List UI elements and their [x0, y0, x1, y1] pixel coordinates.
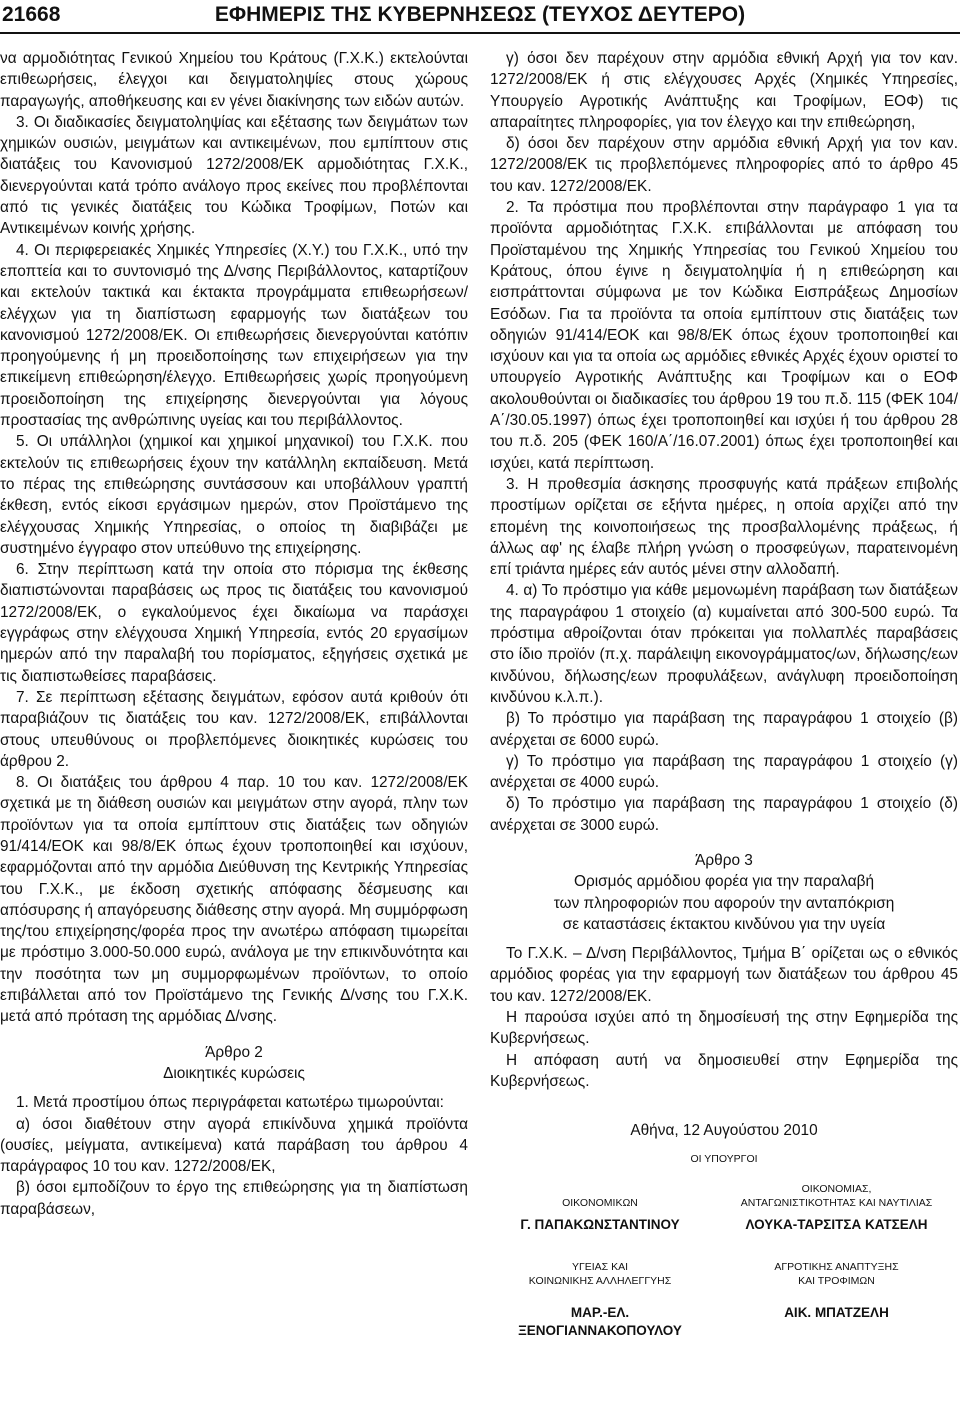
ministers-heading: ΟΙ ΥΠΟΥΡΓΟΙ: [690, 1152, 758, 1165]
paragraph: δ) Το πρόστιμο για παράβαση της παραγράφου 1 στοιχείο (δ) ανέρχεται σε 3000 ευρώ.: [490, 795, 958, 834]
signatory-title: [490, 1182, 710, 1196]
article-3-subtitle-line: Ορισμός αρμόδιου φορέα για την παραλαβή: [573, 873, 875, 891]
paragraph: 7. Σε περίπτωση εξέτασης δειγμάτων, εφόσον αυτά κριθούν ότι παραβιάζουν τις διατάξεις του καν. 1272/2008/ΕΚ, επιβάλλονται στους υπευθύνους οι προβλεπόμενες διοικητικές κυρώσεις του άρθρου 2.: [0, 688, 468, 770]
signing-date: Αθήνα, 12 Αυγούστου 2010: [630, 1122, 818, 1140]
signatory-title: ΑΝΤΑΓΩΝΙΣΤΙΚΟΤΗΤΑΣ ΚΑΙ ΝΑΥΤΙΛΙΑΣ: [740, 1196, 933, 1209]
signatory-economy: [715, 1182, 958, 1234]
paragraph: β) Το πρόστιμο για παράβαση της παραγράφου 1 στοιχείο (β) ανέρχεται σε 6000 ευρώ.: [490, 710, 958, 749]
article-3-title: Άρθρο 3: [695, 851, 753, 869]
signatory-title: ΟΙΚΟΝΟΜΙΑΣ,: [801, 1182, 872, 1195]
paragraph: 5. Οι υπάλληλοι (χημικοί και χημικοί μηχανικοί) του Γ.Χ.Κ. που εκτελούν τις επιθεωρήσεις έχουν την κατάλληλη εκπαίδευση. Μετά το πέρας της επιθεώρησης συντάσσουν και υποβάλλουν γραπτή έκθεση, εντός είκοσι εργάσιμων ημερών, στον Προϊστάμενο της ελέγχουσας Χημικής Υπηρεσίας, ο οποίος τη διαβιβάζει με συστημένο έγγραφο στον υπεύθυνο της επιχείρησης.: [0, 433, 468, 557]
article-2-subtitle: Διοικητικές κυρώσεις: [163, 1064, 305, 1082]
header-rule: [0, 32, 960, 34]
article-2-heading: [0, 1042, 468, 1085]
article-3-subtitle-line: των πληροφοριών που αφορούν την ανταπόκριση: [553, 894, 895, 912]
signatory-name: Γ. ΠΑΠΑΚΩΝΣΤΑΝΤΙΝΟΥ: [520, 1216, 680, 1232]
paragraph: 4. Οι περιφερειακές Χημικές Υπηρεσίες (Χ.Υ.) του Γ.Χ.Κ., υπό την εποπτεία και το συντονισμό της Δ/νσης Περιβάλλοντος, καταρτίζουν και εκτελούν τακτικά και έκτακτα προγράμματα επιθεωρήσεων/ελέγχων για τη διαπίστωση εφαρμογής των διατάξεων του κανονισμού 1272/2008/ΕΚ. Οι επιθεωρήσεις διενεργούνται κατόπιν προηγούμενης ή μη προειδοποίησης των επιχειρήσεων για την επικείμενη επιθεώρηση/έλεγχο. Επιθεωρήσεις χωρίς προηγούμενη προειδοποίηση της επιχείρησης διενεργούνται για λόγους προστασίας της ανθρώπινης υγείας και του περιβάλλοντος.: [0, 241, 468, 430]
signatory-title: ΥΓΕΙΑΣ ΚΑΙ: [571, 1260, 629, 1273]
paragraph: 4. α) Το πρόστιμο για κάθε μεμονωμένη παράβαση των διατάξεων της παραγράφου 1 στοιχείο (α) κυμαίνεται από 300-500 ευρώ. Τα πρόστιμα αθροίζονται όταν πρόκειται για πολλαπλές παραβάσεις στο ίδιο προϊόν (π.χ. παράλειψη εικονογράμματος/ων, δήλωσης/εων κινδύνου, δήλωσης/εων προφυλάξεων, ανάγλυφη προειδοποίηση κινδύνου κ.λ.π.).: [490, 582, 958, 706]
signatory-name: ΜΑΡ.-ΕΛ. ΞΕΝΟΓΙΑΝΝΑΚΟΠΟΥΛΟΥ: [518, 1304, 682, 1338]
right-column: [490, 48, 958, 1402]
signatory-title: ΟΙΚΟΝΟΜΙΚΩΝ: [562, 1196, 638, 1209]
signatory-title: ΚΟΙΝΩΝΙΚΗΣ ΑΛΛΗΛΕΓΓΥΗΣ: [528, 1274, 672, 1287]
paragraph: να αρμοδιότητας Γενικού Χημείου του Κράτους (Γ.Χ.Κ.) εκτελούνται επιθεωρήσεις, έλεγχοι και δειγματοληψίες στους χώρους παραγωγής, αποθήκευσης και εν γένει διακίνησης των ειδών αυτών.: [0, 50, 468, 110]
signatory-title: ΑΓΡΟΤΙΚΗΣ ΑΝΑΠΤΥΞΗΣ: [774, 1260, 899, 1273]
paragraph: 6. Στην περίπτωση κατά την οποία στο πόρισμα της έκθεσης διαπιστώνονται παραβάσεις ως προς τις διατάξεις του κανονισμού 1272/2008/ΕΚ, ο εγκαλούμενος έχει δικαίωμα να παράσχει εγγράφως στην ελέγχουσα Χημική Υπηρεσία, εντός 20 εργασίμων ημερών από την παραλαβή του πορίσματος, εξηγήσεις σχετικά με τις διαπιστωθείσες παραβάσεις.: [0, 561, 468, 685]
paragraph: 8. Οι διατάξεις του άρθρου 4 παρ. 10 του καν. 1272/2008/ΕΚ σχετικά με τη διάθεση ουσιών και μειγμάτων στην αγορά, πλην των προϊόντων για τα οποία εμπίπτουν στις διατάξεις των οδηγιών 91/414/ΕΟΚ και 98/8/ΕΚ όπως έχουν τροποποιηθεί και ισχύουν, εφαρμόζονται από την αρμόδια Διεύθυνση της Κεντρικής Υπηρεσίας του Γ.Χ.Κ., με έκδοση σχετικής απόφασης δέσμευσης και απόσυρσης ή απαγόρευσης διάθεσης στην αγορά. Μη συμμόρφωση της/του επιχείρησης/φορέα προς την ανωτέρω απόφαση τιμωρείται με πρόστιμο 3.000-50.000 ευρώ, ανάλογα με την επικινδυνότητα και την ποσότητα των μη συμμορφωμένων προϊόντων, το οποίο επιβάλλεται από τον Προϊστάμενο της Γενικής Δ/νσης του Γ.Χ.Κ. μετά από πρόταση της αρμόδιας Δ/νσης.: [0, 774, 468, 1026]
signatures-block: [490, 1152, 958, 1402]
article-2-title: Άρθρο 2: [205, 1043, 263, 1061]
paragraph: δ) όσοι δεν παρέχουν στην αρμόδια εθνική Αρχή για τον καν. 1272/2008/ΕΚ τις προβλεπόμενες πληροφορίες από το άρθρο 45 του καν. 1272/2008/ΕΚ.: [490, 135, 958, 195]
paragraph: Η απόφαση αυτή να δημοσιευθεί στην Εφημερίδα της Κυβερνήσεως.: [490, 1051, 958, 1090]
paragraph: 3. Οι διαδικασίες δειγματοληψίας και εξέτασης των δειγμάτων των χημικών ουσιών, μειγμάτων και αντικειμένων, που εμπίπτουν στις διατάξεις του Κανονισμού 1272/2008/ΕΚ αρμοδιότητας Γ.Χ.Κ., διενεργούνται κατά τρόπο ανάλογο προς εκείνες που προβλέπονται από τις γενικές διατάξεις του Κώδικα Τροφίμων, Ποτών και Αντικειμένων κοινής χρήσης.: [0, 113, 468, 238]
paragraph: Το Γ.Χ.Κ. – Δ/νση Περιβάλλοντος, Τμήμα Β΄ ορίζεται ως ο εθνικός αρμόδιος φορέας για την εφαρμογή των διατάξεων του άρθρου 45 του καν. 1272/2008/ΕΚ.: [490, 945, 958, 1005]
paragraph: γ) όσοι δεν παρέχουν στην αρμόδια εθνική Αρχή για τον καν. 1272/2008/ΕΚ ή στις ελέγχουσες Αρχές (Χημικές Υπηρεσίες, Υπουργείο Αγροτικής Ανάπτυξης και Τροφίμων, ΕΟΦ) τις απαραίτητες πληροφορίες, για τον έλεγχο και την επιθεώρηση,: [490, 50, 958, 131]
paragraph: γ) Το πρόστιμο για παράβαση της παραγράφου 1 στοιχείο (γ) ανέρχεται σε 4000 ευρώ.: [490, 752, 958, 792]
page-number: 21668: [2, 3, 61, 26]
signatory-health: [490, 1260, 710, 1340]
signatory-finance: [490, 1182, 710, 1234]
signatory-name: ΑΙΚ. ΜΠΑΤΖΕΛΗ: [784, 1304, 889, 1320]
journal-title: ΕΦΗΜΕΡΙΣ ΤΗΣ ΚΥΒΕΡΝΗΣΕΩΣ (ΤΕΥΧΟΣ ΔΕΥΤΕΡΟ): [214, 3, 746, 26]
paragraph: 3. Η προθεσμία άσκησης προσφυγής κατά πράξεων επιβολής προστίμων ορίζεται σε εξήντα ημέρες, η οποία αρχίζει από την επομένη της κοινοποιήσεως της προσβαλλομένης πράξεως, ή άλλως αφ' ης έλαβε πλήρη γνώση ο προσφεύγων, παρατεινομένη επί τριάντα ημέρες εάν αυτός μένει στην αλλοδαπή.: [490, 475, 958, 579]
article-3-heading: [490, 850, 958, 935]
left-column: [0, 48, 468, 1220]
signatory-title: ΚΑΙ ΤΡΟΦΙΜΩΝ: [798, 1274, 875, 1287]
paragraph: 1. Μετά προστίμου όπως περιγράφεται κατωτέρω τιμωρούνται:: [16, 1094, 444, 1112]
page-header: [0, 0, 960, 36]
paragraph: 2. Τα πρόστιμα που προβλέπονται στην παράγραφο 1 για τα προϊόντα αρμοδιότητας Γ.Χ.Κ. επιβάλλονται με απόφαση του Προϊσταμένου της Χημικής Υπηρεσίας του Γενικού Χημείου του Κράτους, όπου έγινε η δειγματοληψία ή η επιθεώρηση και εισπράττονται σύμφωνα με τον Κώδικα Εισπράξεως Δημοσίων Εσόδων. Για τα προϊόντα τα οποία εμπίπτουν στις διατάξεις των οδηγιών 91/414/ΕΟΚ και 98/8/ΕΚ όπως έχουν τροποποιηθεί και ισχύουν και για τα οποία ως αρμόδιες εθνικές Αρχές έχουν οριστεί το υπουργείο Αγροτικής Ανάπτυξης και Τροφίμων και ο ΕΟΦ ακολουθούνται οι διαδικασίες του άρθρου 19 του π.δ. 115 (ΦΕΚ 104/Α΄/30.05.1997) όπως έχει τροποποιηθεί και ισχύει ή του άρθρου 28 του π.δ. 205 (ΦΕΚ 160/Α΄/16.07.2001) όπως έχει τροποποιηθεί και ισχύει, κατά περίπτωση.: [490, 199, 958, 472]
paragraph: β) όσοι εμποδίζουν το έργο της επιθεώρησης για τη διαπίστωση παραβάσεων,: [0, 1179, 468, 1218]
signatory-agriculture: [715, 1260, 958, 1322]
paragraph: Η παρούσα ισχύει από τη δημοσίευσή της στην Εφημερίδα της Κυβερνήσεως.: [490, 1009, 958, 1048]
paragraph: α) όσοι διαθέτουν στην αγορά επικίνδυνα χημικά προϊόντα (ουσίες, μείγματα, αντικείμενα) κατά παράβαση του άρθρου 4 παράγραφος 10 του καν. 1272/2008/ΕΚ,: [0, 1115, 468, 1176]
article-3-subtitle-line: σε καταστάσεις έκτακτου κινδύνου για την υγεία: [562, 915, 886, 933]
signatory-name: ΛΟΥΚΑ-ΤΑΡΣΙΤΣΑ ΚΑΤΣΕΛΗ: [745, 1216, 928, 1232]
